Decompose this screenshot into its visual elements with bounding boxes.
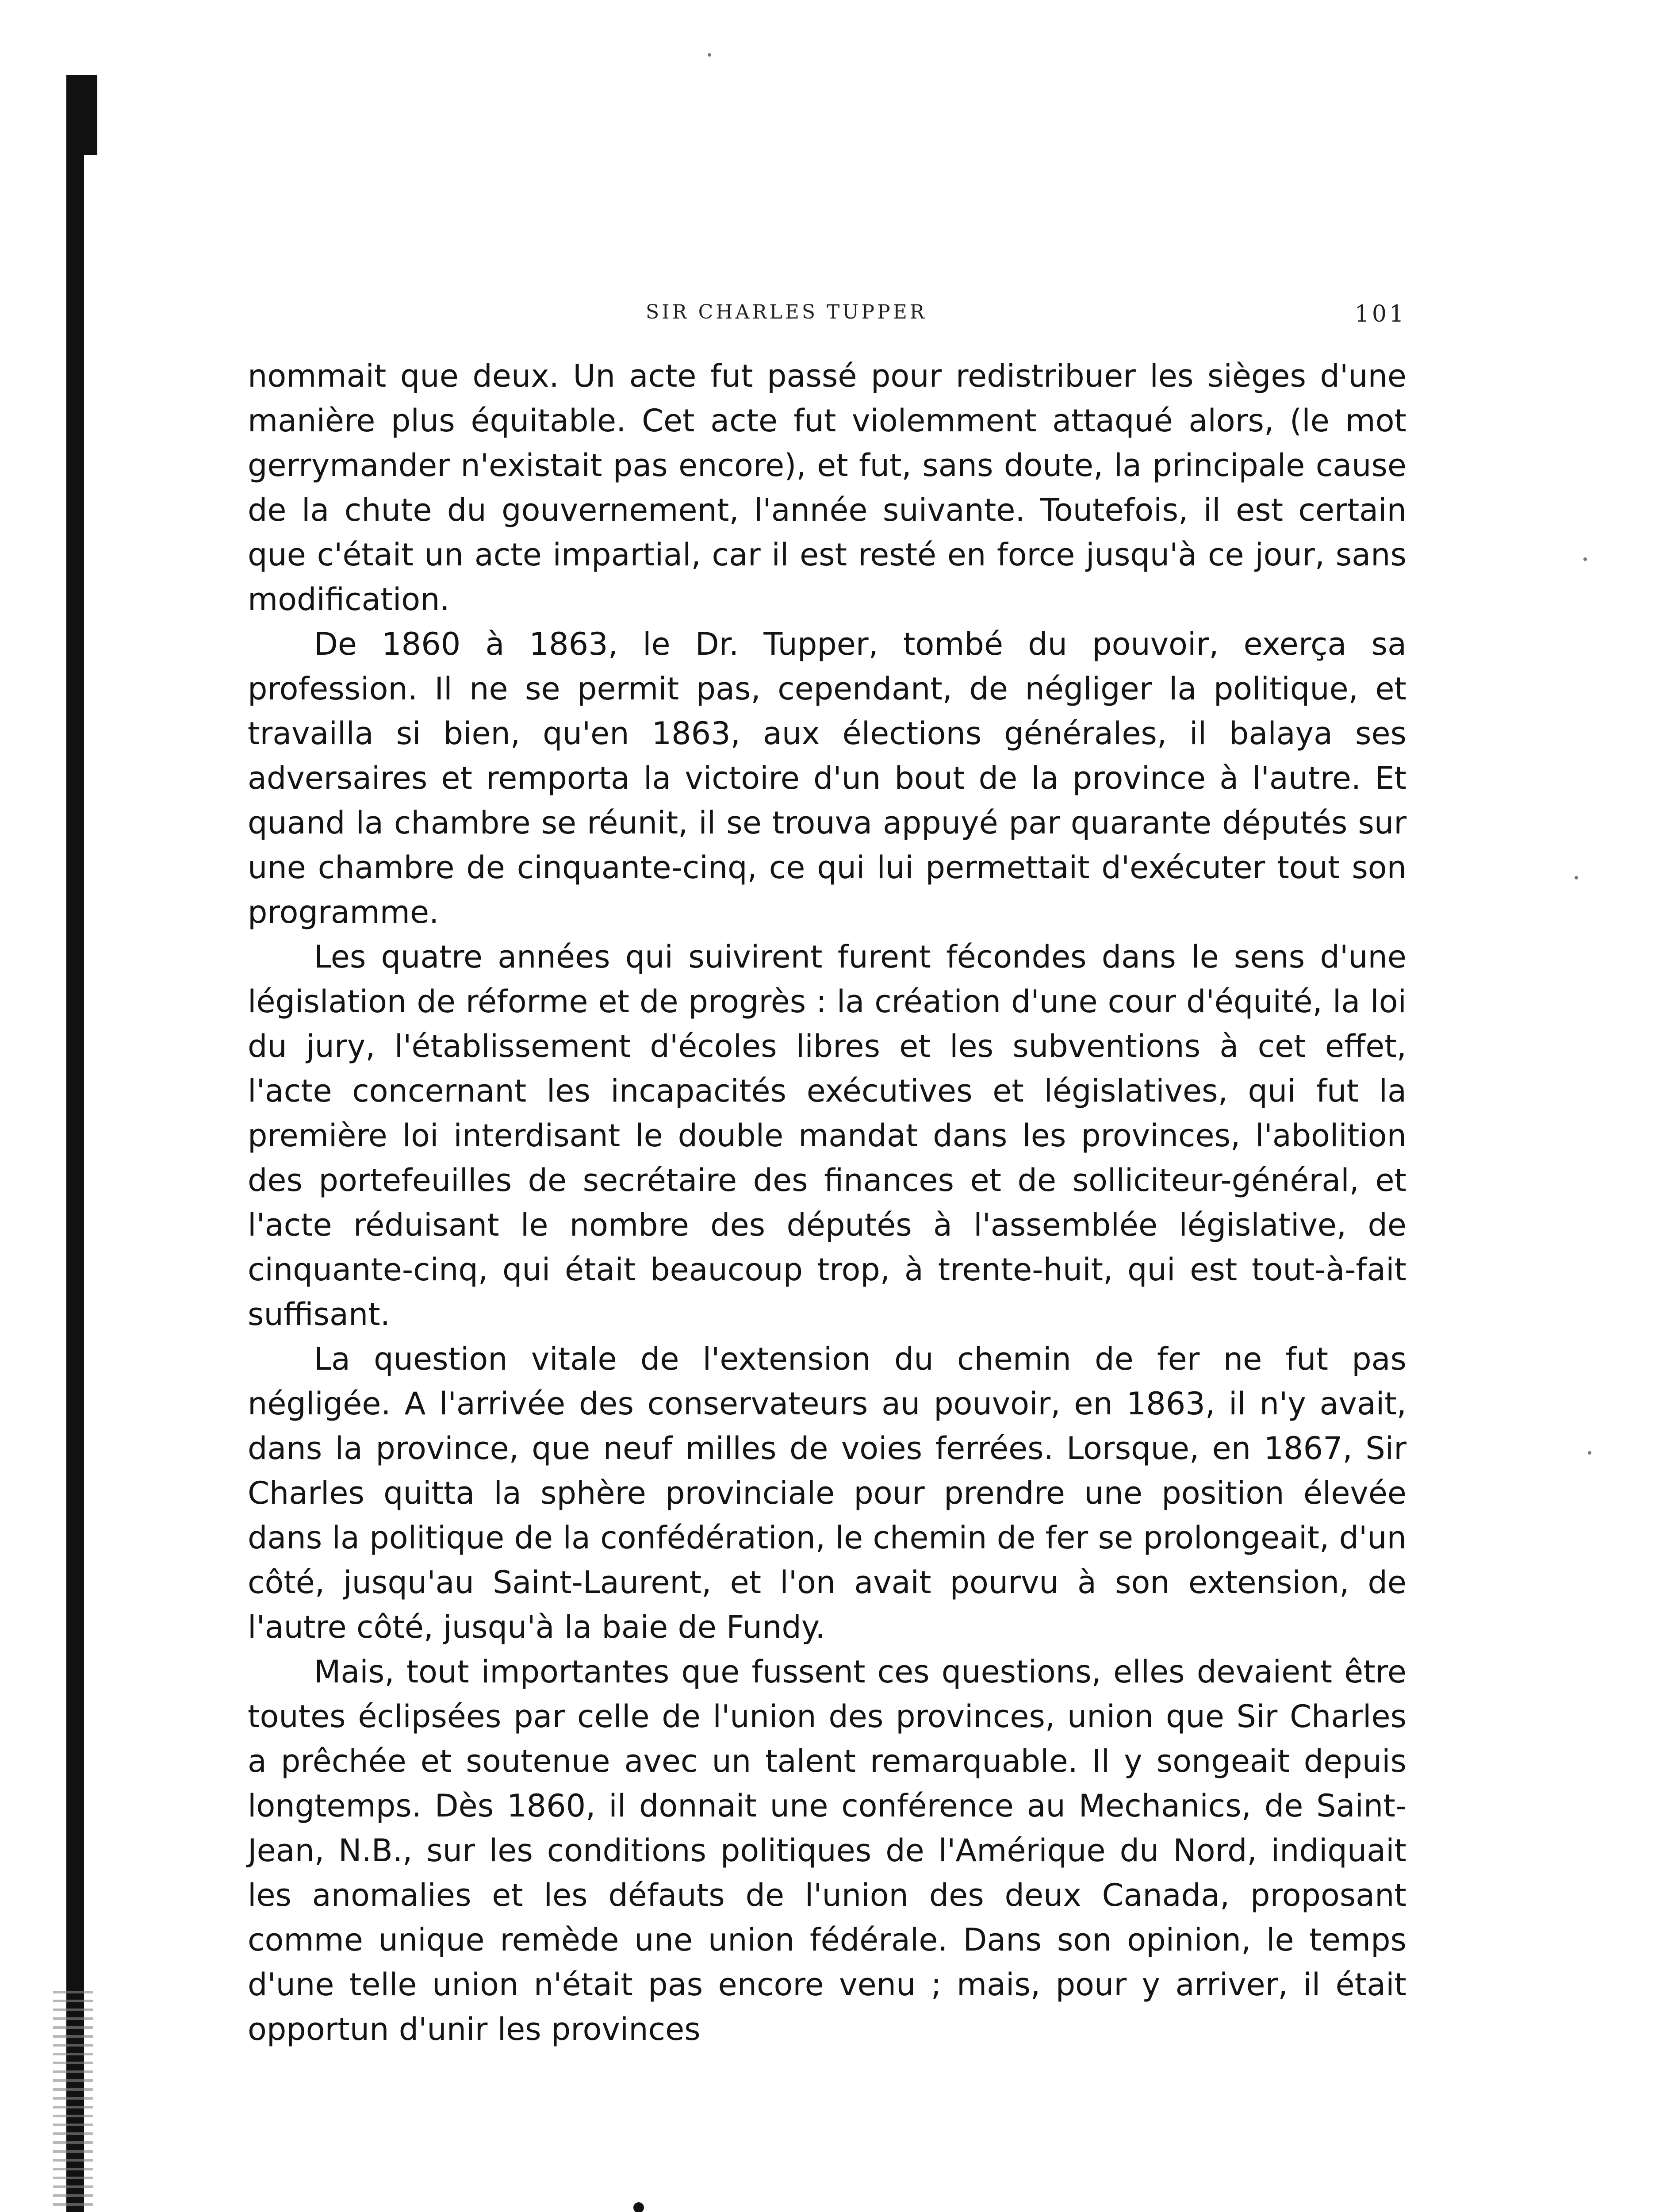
binding-fade: [53, 1991, 93, 2212]
paragraph: Les quatre années qui suivirent furent fécondes dans le sens d'une législation de réforme et de progrès : la création d'une cour d'équité, la loi du jury, l'établissement d'écoles libres et les subventions à cet effet, l'acte concernant les incapacités exécutives et législatives, qui fut la première loi interdisant le double mandat dans les provinces, l'abolition des portefeuilles de secrétaire des finances et de solliciteur-général, et l'acte réduisant le nombre des députés à l'assemblée législative, de cinquante-cinq, qui était beaucoup trop, à trente-huit, qui est tout-à-fait suffisant.: [248, 939, 1406, 1333]
paragraph: Mais, tout importantes que fussent ces questions, elles devaient être toutes éclipsées par celle de l'union des provinces, union que Sir Charles a prêchée et soutenue avec un talent remarquable. Il y songeait depuis longtemps. Dès 1860, il donnait une conférence au Mechanics, de Saint-Jean, N.B., sur les conditions politiques de l'Amérique du Nord, indiquait les anomalies et les défauts de l'union des deux Canada, proposant comme unique remède une union fédérale. Dans son opinion, le temps d'une telle union n'était pas encore venu ; mais, pour y arriver, il était opportun d'unir les provinces: [248, 1654, 1406, 2047]
paragraph: De 1860 à 1863, le Dr. Tupper, tombé du pouvoir, exerça sa profession. Il ne se permit pas, cependant, de négliger la politique, et travailla si bien, qu'en 1863, aux élections générales, il balaya ses adversaires et remporta la victoire d'un bout de la province à l'autre. Et quand la chambre se réunit, il se trouva appuyé par quarante députés sur une chambre de cinquante-cinq, ce qui lui permettait d'exécuter tout son programme.: [248, 626, 1406, 930]
scan-speck: [1583, 557, 1587, 561]
page-header: [248, 301, 1406, 332]
page-number: 101: [1354, 301, 1406, 327]
paragraph: La question vitale de l'extension du chemin de fer ne fut pas négligée. A l'arrivée des conservateurs au pouvoir, en 1863, il n'y avait, dans la province, que neuf milles de voies ferrées. Lorsque, en 1867, Sir Charles quitta la sphère provinciale pour prendre une position élevée dans la politique de la confédération, le chemin de fer se prolongeait, d'un côté, jusqu'au Saint-Laurent, et l'on avait pourvu à son extension, de l'autre côté, jusqu'à la baie de Fundy.: [248, 1341, 1406, 1645]
paragraph: nommait que deux. Un acte fut passé pour redistribuer les sièges d'une manière plus équitable. Cet acte fut violemment attaqué alors, (le mot gerrymander n'existait pas encore), et fut, sans doute, la principale cause de la chute du gouvernement, l'année suivante. Toutefois, il est certain que c'était un acte impartial, car il est resté en force jusqu'à ce jour, sans modification.: [248, 358, 1406, 618]
scan-speck: [1575, 876, 1578, 879]
body-text: [248, 354, 1406, 2052]
ink-dot: [633, 2202, 644, 2212]
scan-speck: [1588, 1451, 1591, 1455]
binding-shadow: [66, 75, 84, 2212]
scan-speck: [708, 53, 711, 57]
running-head: SIR CHARLES TUPPER: [646, 301, 927, 323]
